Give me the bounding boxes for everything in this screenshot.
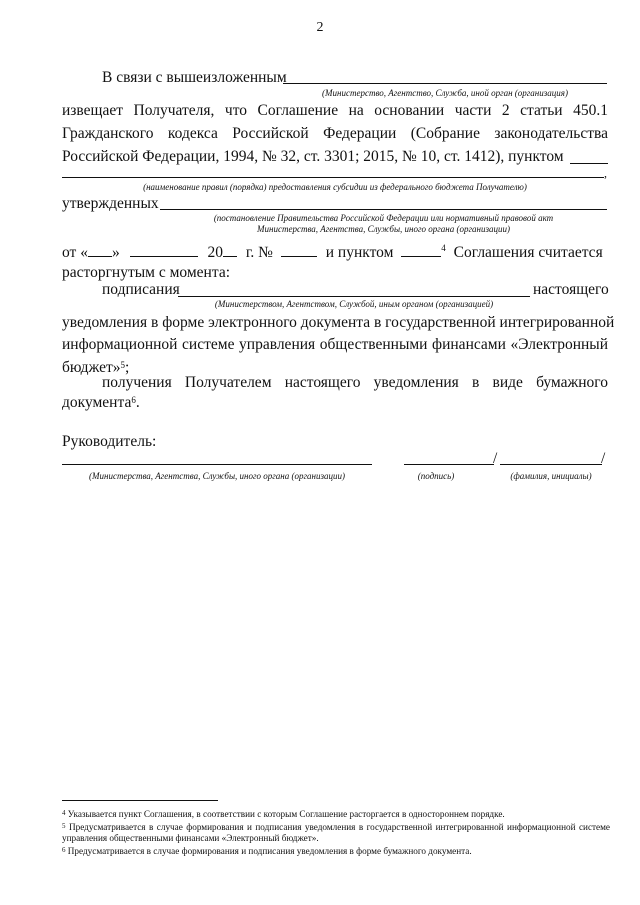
approved-caption-2: Министерства, Агентства, Службы, иного органа (организации) <box>257 224 510 234</box>
sign-caption: (подпись) <box>417 471 455 481</box>
point-number-blank <box>401 242 441 257</box>
head-label: Руководитель: <box>62 433 157 450</box>
paragraph-line-1: извещает Получателя, что Соглашение на основании части 2 статьи 450.1 <box>62 102 608 119</box>
terminated-text: расторгнутым с момента: <box>62 264 231 281</box>
footnote-6-text: Предусматривается в случае формирования и подписания уведомления в форме бумажного документа. <box>67 846 472 856</box>
paragraph-line-2: Гражданского кодекса Российской Федерации (Собрание законодательства <box>62 125 608 142</box>
number-blank <box>281 242 317 257</box>
paragraph-line-3: Российской Федерации, 1994, № 32, ст. 3301; 2015, № 10, ст. 1412), пунктом <box>62 148 564 165</box>
slash-2: / <box>601 450 606 467</box>
signing-caption: (Министерством, Агентством, Службой, иным органом (организацией) <box>214 299 494 309</box>
year-blank <box>223 242 237 257</box>
approved-blank-line <box>160 209 607 210</box>
intro-caption: (Министерство, Агентство, Служба, иной орган (организация) <box>322 88 568 98</box>
receipt-line-2-text: документа <box>62 394 132 411</box>
footnote-separator <box>62 800 218 801</box>
footnote-6-num: 6 <box>62 846 66 854</box>
date-line <box>62 242 603 262</box>
footnote-4-num: 4 <box>62 809 66 817</box>
rules-caption: (наименование правил (порядка) предоставления субсидии из федерального бюджета Получателю) <box>143 182 527 192</box>
footnote-4-text: Указывается пункт Соглашения, в соответствии с которым Соглашение расторгается в одностороннем порядке. <box>67 809 505 819</box>
month-blank <box>130 242 198 257</box>
signing-text: подписания <box>102 281 180 298</box>
rules-blank-line <box>62 177 604 178</box>
semicolon: ; <box>124 359 130 376</box>
notice-line-2: информационной системе управления общественными финансами «Электронный <box>62 336 608 353</box>
approved-text: утвержденных <box>62 195 159 212</box>
footnote-6 <box>62 846 610 857</box>
period: . <box>135 394 140 411</box>
notice-line-3-text: бюджет» <box>62 359 121 376</box>
signing-blank-line <box>178 296 530 297</box>
notice-line-1: уведомления в форме электронного документа в государственной интегрированной <box>62 314 615 331</box>
receipt-line-2 <box>62 394 140 412</box>
this-text: настоящего <box>533 281 609 298</box>
year-prefix: 20 <box>207 244 223 261</box>
page-number: 2 <box>316 20 324 35</box>
org-signature-line <box>62 464 372 465</box>
day-blank <box>88 242 112 257</box>
receipt-line-1: получения Получателем настоящего уведомления в виде бумажного <box>102 374 608 391</box>
point-blank-line <box>570 163 608 164</box>
footnote-ref-5: 5 <box>120 360 125 370</box>
approved-caption-1: (постановление Правительства Российской Федерации или нормативный правовой акт <box>213 213 554 223</box>
date-quote: » <box>111 244 120 261</box>
footnote-4 <box>62 809 610 820</box>
footnote-ref-4: 4 <box>441 243 446 253</box>
agreement-considered-text: Соглашения считается <box>453 244 603 261</box>
slash-1: / <box>493 450 498 467</box>
ministry-blank-line <box>283 83 607 84</box>
footnote-5-text: Предусматривается в случае формирования и подписания уведомления в государственной интегрированной информационной системе управления общественными финансами «Электронный бюджет». <box>62 822 611 843</box>
date-from-label: от « <box>62 244 88 261</box>
footnote-5 <box>62 822 610 844</box>
signature-line <box>404 464 494 465</box>
year-suffix: г. № <box>245 244 273 261</box>
org-caption: (Министерства, Агентства, Службы, иного органа (организации) <box>89 471 345 481</box>
footnote-ref-6: 6 <box>131 395 136 405</box>
footnote-5-num: 5 <box>62 822 66 830</box>
name-caption: (фамилия, инициалы) <box>510 471 592 481</box>
intro-text: В связи с вышеизложенным <box>102 69 287 86</box>
name-line <box>500 464 602 465</box>
and-point-text: и пунктом <box>325 244 394 261</box>
comma: , <box>604 166 607 180</box>
